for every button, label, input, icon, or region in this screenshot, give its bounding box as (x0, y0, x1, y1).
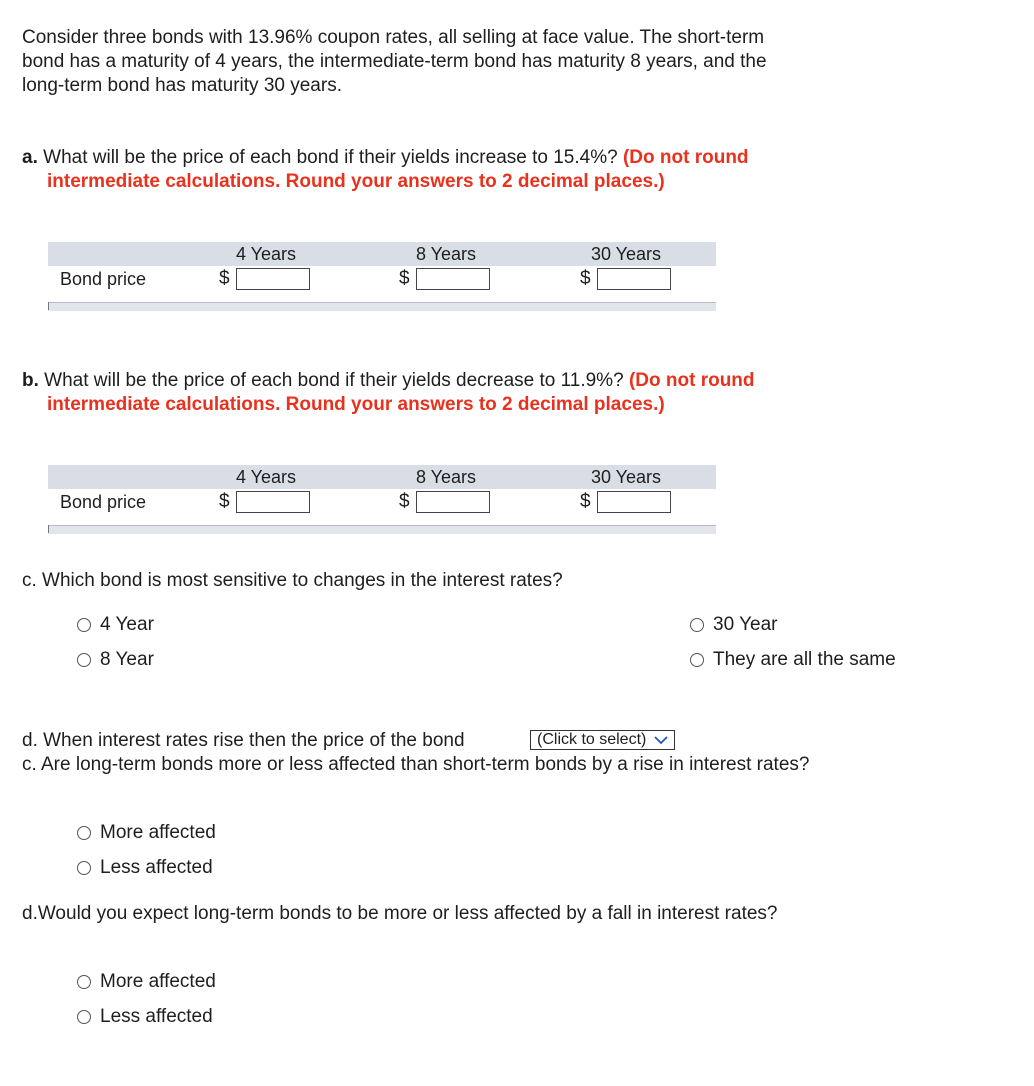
column-header-8-years: 8 Years (415, 467, 477, 487)
row-label-bond-price: Bond price (60, 269, 147, 289)
part-a-instruction-2: intermediate calculations. Round your answers to 2 decimal places.) (47, 171, 665, 192)
bond-price-8-years-input[interactable] (416, 268, 490, 290)
radio-label: 8 Year (100, 649, 154, 670)
currency-symbol: $ (580, 491, 591, 512)
part-a-table (48, 242, 716, 310)
intro-line-1: Consider three bonds with 13.96% coupon rates, all selling at face value. The short-term (22, 27, 765, 48)
radio-option-8-year[interactable] (77, 648, 154, 672)
radio-label: Less affected (100, 1006, 213, 1027)
part-d-question: d. When interest rates rise then the price of the bond (22, 730, 465, 751)
radio-circle-icon[interactable] (690, 618, 704, 632)
part-a-instruction-1: (Do not round (622, 147, 749, 168)
radio-circle-icon[interactable] (77, 861, 91, 875)
radio-option-fall-more-affected[interactable] (77, 970, 216, 994)
bond-price-4-years-input[interactable] (236, 268, 310, 290)
table-footer (48, 302, 716, 311)
intro-line-2: bond has a maturity of 4 years, the intermediate-term bond has maturity 8 years, and the (22, 51, 767, 72)
column-header-8-years: 8 Years (415, 244, 477, 264)
radio-option-30-year[interactable] (690, 613, 777, 637)
table-footer-tick (48, 525, 49, 533)
chevron-down-icon (654, 735, 668, 745)
part-a-question (22, 146, 749, 170)
part-a-text: What will be the price of each bond if their yields increase to 15.4%? (43, 147, 618, 168)
select-value: (Click to select) (537, 731, 647, 748)
radio-circle-icon[interactable] (77, 653, 91, 667)
radio-circle-icon[interactable] (77, 1010, 91, 1024)
part-b-instruction-2: intermediate calculations. Round your answers to 2 decimal places.) (47, 394, 665, 415)
table-footer-tick (48, 302, 49, 310)
radio-label: More affected (100, 822, 216, 843)
radio-label: 4 Year (100, 614, 154, 635)
currency-symbol: $ (399, 491, 410, 512)
radio-label: Less affected (100, 857, 213, 878)
currency-symbol: $ (219, 268, 230, 289)
radio-label: 30 Year (713, 614, 778, 635)
radio-circle-icon[interactable] (77, 975, 91, 989)
radio-option-rise-more-affected[interactable] (77, 821, 216, 845)
part-a-letter: a. (22, 147, 38, 168)
bond-price-4-years-input[interactable] (236, 491, 310, 513)
column-header-4-years: 4 Years (235, 244, 297, 264)
radio-option-4-year[interactable] (77, 613, 154, 637)
part-b-text: What will be the price of each bond if their yields decrease to 11.9%? (44, 370, 624, 391)
part-b-table (48, 465, 716, 533)
radio-circle-icon[interactable] (77, 618, 91, 632)
column-header-30-years: 30 Years (590, 467, 662, 487)
currency-symbol: $ (580, 268, 591, 289)
radio-option-all-same[interactable] (690, 648, 896, 672)
row-label-bond-price: Bond price (60, 492, 147, 512)
currency-symbol: $ (219, 491, 230, 512)
column-header-30-years: 30 Years (590, 244, 662, 264)
radio-label: They are all the same (713, 649, 896, 670)
part-b-letter: b. (22, 370, 39, 391)
part-c2-question: c. Are long-term bonds more or less affected than short-term bonds by a rise in interest rates? (22, 754, 810, 775)
bond-price-30-years-input[interactable] (597, 268, 671, 290)
intro-line-3: long-term bond has maturity 30 years. (22, 75, 342, 96)
part-d2-question: d.Would you expect long-term bonds to be more or less affected by a fall in interest rates? (22, 903, 778, 924)
radio-option-rise-less-affected[interactable] (77, 856, 213, 880)
part-b-question (22, 369, 755, 393)
bond-price-30-years-input[interactable] (597, 491, 671, 513)
bond-price-8-years-input[interactable] (416, 491, 490, 513)
table-footer (48, 525, 716, 534)
radio-option-fall-less-affected[interactable] (77, 1005, 213, 1029)
radio-circle-icon[interactable] (690, 653, 704, 667)
radio-circle-icon[interactable] (77, 826, 91, 840)
column-header-4-years: 4 Years (235, 467, 297, 487)
price-direction-select[interactable] (530, 730, 675, 750)
currency-symbol: $ (399, 268, 410, 289)
part-b-instruction-1: (Do not round (628, 370, 755, 391)
part-c-question: c. Which bond is most sensitive to changes in the interest rates? (22, 570, 563, 591)
radio-label: More affected (100, 971, 216, 992)
